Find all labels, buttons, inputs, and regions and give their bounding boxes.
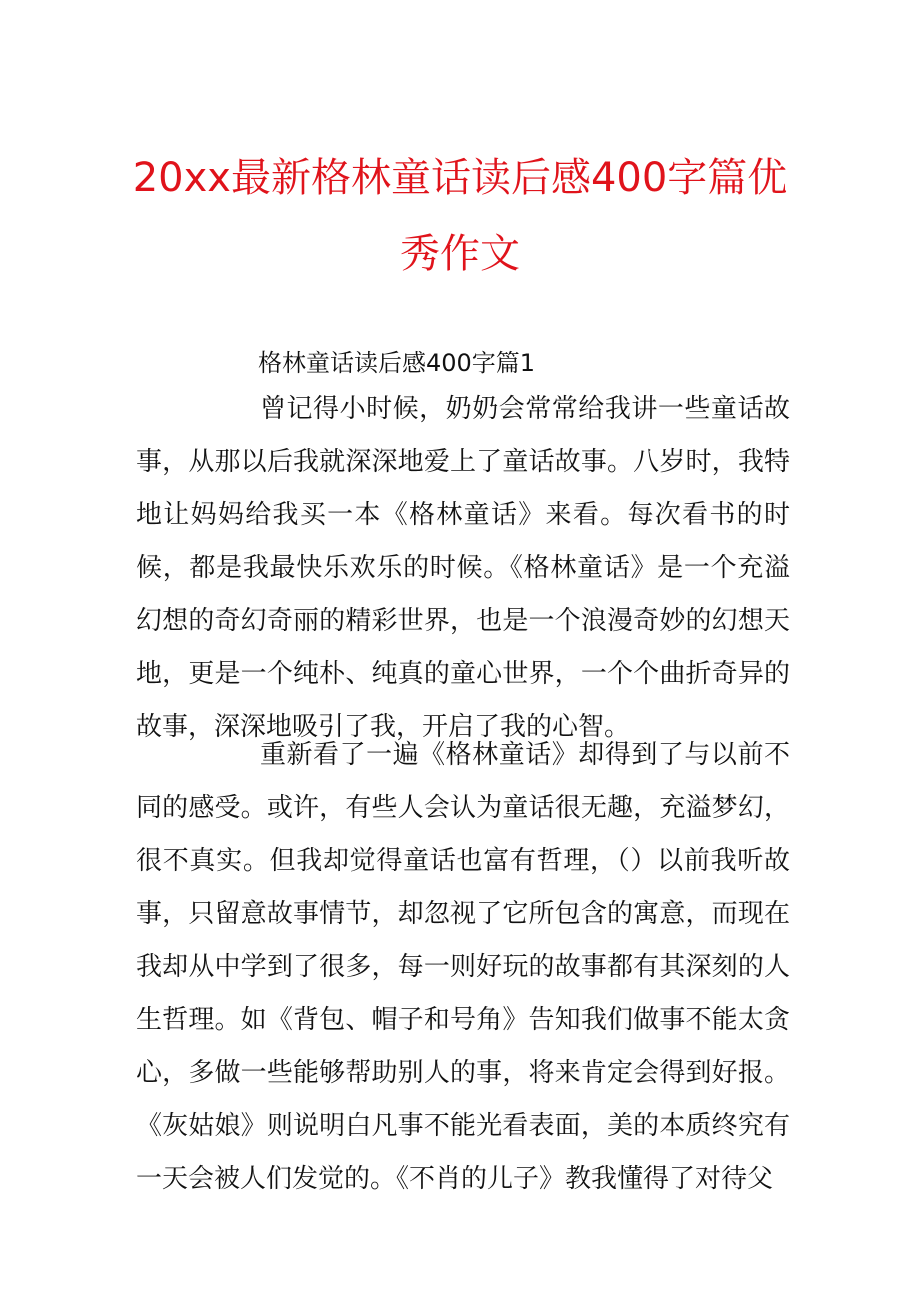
- section-heading: 格林童话读后感400字篇1: [258, 349, 536, 377]
- paragraph-2: 重新看了一遍《格林童话》却得到了与以前不同的感受。或许，有些人会认为童话很无趣，充溢梦幻，很不真实。但我却觉得童话也富有哲理，（）以前我听故事，只留意故事情节，却忽视了它所包含的寓意，而现在我却从中学到了很多，每一则好玩的故事都有其深刻的人生哲理。如《背包、帽子和号角》告知我们做事不能太贪心，多做一些能够帮助别人的事，将来肯定会得到好报。《灰姑娘》则说明白凡事不能光看表面，美的本质终究有一天会被人们发觉的。《不肖的儿子》教我懂得了对待父: [136, 740, 790, 1194]
- paragraph-1: 曾记得小时候，奶奶会常常给我讲一些童话故事，从那以后我就深深地爱上了童话故事。八岁时，我特地让妈妈给我买一本《格林童话》来看。每次看书的时候，都是我最快乐欢乐的时候。《格林童话》是一个充溢幻想的奇幻奇丽的精彩世界，也是一个浪漫奇妙的幻想天地，更是一个纯朴、纯真的童心世界，一个个曲折奇异的故事，深深地吸引了我，开启了我的心智。: [136, 394, 790, 742]
- title-line-1: 20xx最新格林童话读后感400字篇优: [132, 155, 788, 201]
- title-line-2: 秀作文: [400, 231, 520, 277]
- document-title: [120, 140, 800, 292]
